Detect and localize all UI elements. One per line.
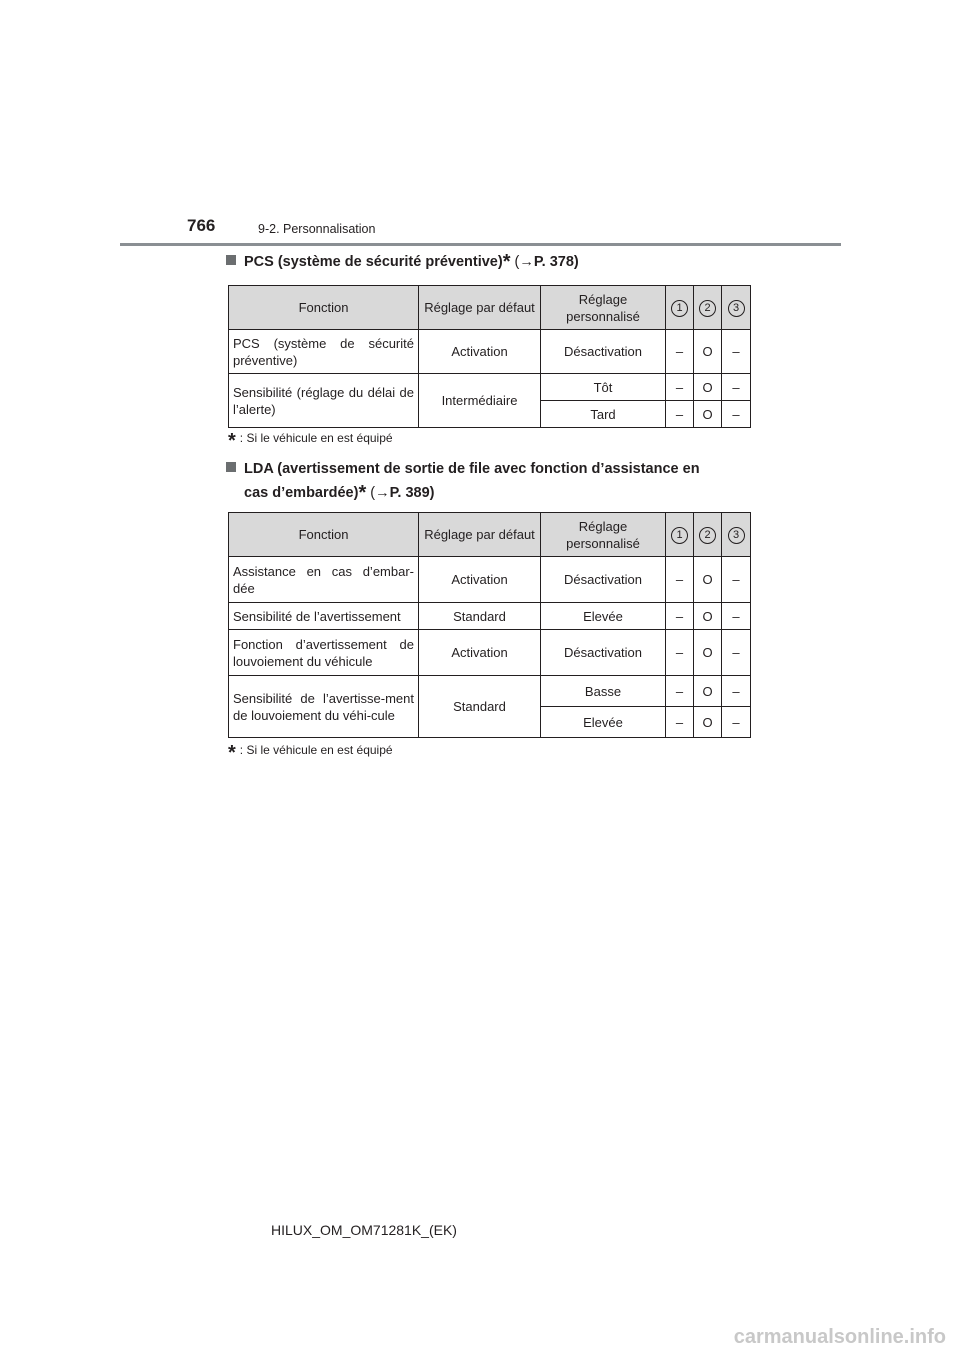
pcs-table [228, 285, 751, 428]
ref-arrow: (→ [370, 485, 390, 501]
footnote-text: : Si le véhicule en est équipé [239, 743, 393, 757]
header-divider [120, 243, 841, 246]
cell-c2: O [694, 401, 722, 428]
watermark: carmanualsonline.info [733, 1326, 946, 1348]
cell-c2: O [694, 707, 722, 738]
document-code: HILUX_OM_OM71281K_(EK) [271, 1222, 457, 1238]
col-defaut: Réglage par défaut [419, 513, 541, 557]
cell-perso: Basse [541, 676, 666, 707]
cell-c1: – [666, 401, 694, 428]
ref-arrow: (→ [514, 254, 534, 270]
cell-defaut: Standard [419, 603, 541, 630]
cell-defaut: Activation [419, 557, 541, 603]
cell-defaut: Standard [419, 676, 541, 738]
table-row [229, 630, 751, 676]
cell-perso: Désactivation [541, 330, 666, 374]
col-2 [694, 513, 722, 557]
cell-c1: – [666, 707, 694, 738]
cell-perso: Désactivation [541, 630, 666, 676]
circled-3-icon: 3 [728, 527, 745, 544]
section-title: 9-2. Personnalisation [258, 222, 376, 236]
cell-fonction: Sensibilité de l’avertissement [229, 603, 419, 630]
table-row [229, 330, 751, 374]
asterisk-icon: * [228, 430, 236, 452]
circled-2-icon: 2 [699, 300, 716, 317]
cell-c3: – [722, 401, 751, 428]
cell-c2: O [694, 630, 722, 676]
circled-2-icon: 2 [699, 527, 716, 544]
table-header-row [229, 286, 751, 330]
col-perso: Réglage personnalisé [541, 286, 666, 330]
lda-heading-line2: cas d’embardée) [244, 485, 359, 501]
table-header-row [229, 513, 751, 557]
cell-perso: Tôt [541, 374, 666, 401]
table-row [229, 676, 751, 707]
cell-c3: – [722, 707, 751, 738]
lda-page-ref[interactable]: P. 389) [389, 485, 435, 501]
col-perso: Réglage personnalisé [541, 513, 666, 557]
cell-c1: – [666, 676, 694, 707]
cell-fonction: Sensibilité de l’avertisse-ment de louvoiement du véhi-cule [229, 676, 419, 738]
cell-c2: O [694, 676, 722, 707]
circled-1-icon: 1 [671, 300, 688, 317]
cell-c3: – [722, 603, 751, 630]
cell-c3: – [722, 557, 751, 603]
asterisk-icon: * [358, 482, 367, 504]
col-1 [666, 513, 694, 557]
cell-c1: – [666, 557, 694, 603]
table-row [229, 557, 751, 603]
col-2 [694, 286, 722, 330]
cell-c1: – [666, 374, 694, 401]
lda-footnote [228, 742, 393, 765]
col-fonction: Fonction [229, 286, 419, 330]
cell-c2: O [694, 374, 722, 401]
page-number: 766 [187, 216, 216, 235]
col-3 [722, 513, 751, 557]
cell-c3: – [722, 676, 751, 707]
table-row [229, 374, 751, 401]
col-1 [666, 286, 694, 330]
col-3 [722, 286, 751, 330]
pcs-heading-text: PCS (système de sécurité préventive) [244, 254, 503, 270]
lda-heading-line1: LDA (avertissement de sortie de file avec fonction d’assistance en [244, 461, 700, 477]
circled-3-icon: 3 [728, 300, 745, 317]
cell-c2: O [694, 557, 722, 603]
cell-fonction: Assistance en cas d’embar-dée [229, 557, 419, 603]
cell-fonction: Fonction d’avertissement de louvoiement du véhicule [229, 630, 419, 676]
pcs-heading [226, 251, 748, 273]
cell-fonction: Sensibilité (réglage du délai de l’alerte) [229, 374, 419, 428]
cell-perso: Elevée [541, 707, 666, 738]
table-row [229, 603, 751, 630]
cell-perso: Tard [541, 401, 666, 428]
cell-c3: – [722, 330, 751, 374]
col-defaut: Réglage par défaut [419, 286, 541, 330]
square-bullet-icon [226, 462, 236, 472]
cell-perso: Désactivation [541, 557, 666, 603]
cell-defaut: Intermédiaire [419, 374, 541, 428]
cell-c1: – [666, 603, 694, 630]
cell-c3: – [722, 630, 751, 676]
footnote-text: : Si le véhicule en est équipé [239, 431, 393, 445]
cell-c1: – [666, 330, 694, 374]
cell-defaut: Activation [419, 630, 541, 676]
cell-fonction: PCS (système de sécurité préventive) [229, 330, 419, 374]
cell-c1: – [666, 630, 694, 676]
cell-c3: – [722, 374, 751, 401]
lda-table [228, 512, 751, 738]
circled-1-icon: 1 [671, 527, 688, 544]
asterisk-icon: * [502, 251, 511, 273]
square-bullet-icon [226, 255, 236, 265]
pcs-footnote [228, 430, 393, 453]
asterisk-icon: * [228, 742, 236, 764]
col-fonction: Fonction [229, 513, 419, 557]
cell-defaut: Activation [419, 330, 541, 374]
lda-heading [226, 458, 748, 504]
cell-perso: Elevée [541, 603, 666, 630]
cell-c2: O [694, 330, 722, 374]
cell-c2: O [694, 603, 722, 630]
pcs-page-ref[interactable]: P. 378) [533, 254, 579, 270]
